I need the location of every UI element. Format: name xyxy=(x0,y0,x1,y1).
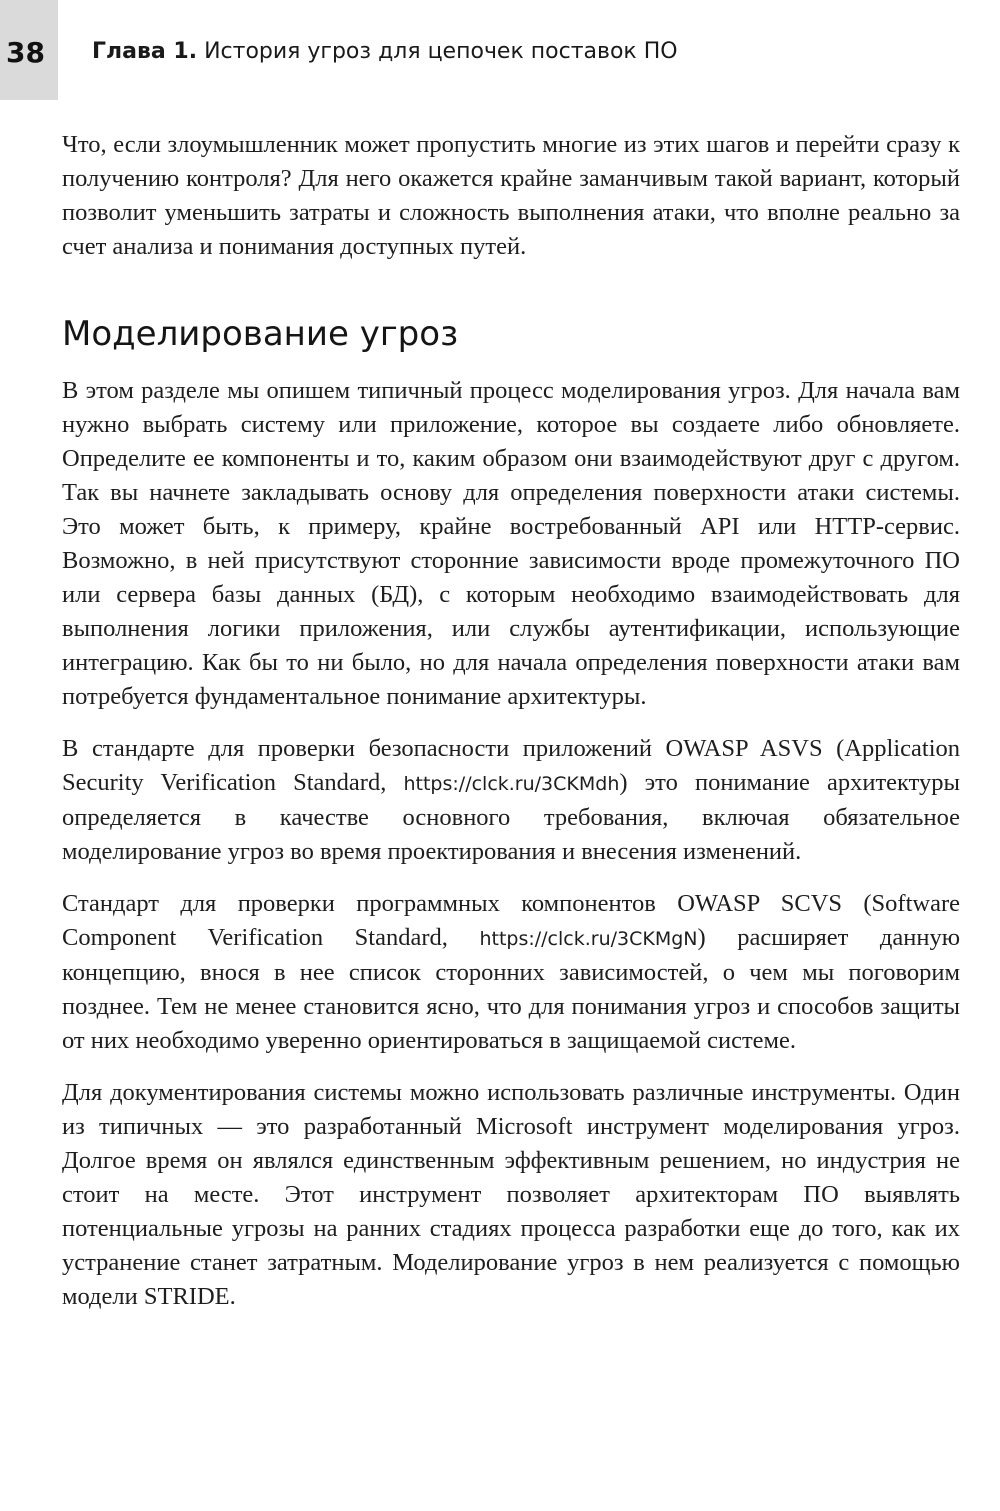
paragraph-text: ) это понимание архитектуры определяется в качестве основного требования, включая обязательное моделирование угроз во время проектирования и внесения изменений. xyxy=(62,769,960,865)
chapter-title: История угроз для цепочек поставок ПО xyxy=(197,39,678,64)
intro-paragraph: Что, если злоумышленник может пропустить многие из этих шагов и перейти сразу к получению контроля? Для него окажется крайне заманчивым такой вариант, который позволит уменьшить затраты и сложность выполнения атаки, что вполне реально за счет анализа и понимания доступных путей. xyxy=(62,131,960,260)
paragraph-owasp-scvs xyxy=(62,887,960,1058)
asvs-link[interactable]: https://clck.ru/3CKMdh xyxy=(403,773,620,795)
page-header xyxy=(0,0,1000,100)
paragraph-documentation-tools: Для документирования системы можно использовать различные инструменты. Один из типичных — это разработанный Microsoft инструмент моделирования угроз. Долгое время он являлся единственным эффективным решением, но индустрия не стоит на месте. Этот инструмент позволяет архитекторам ПО выявлять потенциальные угрозы на ранних стадиях процесса разработки еще до того, как их устранение станет затратным. Моделирование угроз в нем реализуется с помощью модели STRIDE. xyxy=(62,1079,960,1310)
page-number: 38 xyxy=(6,36,45,69)
paragraph-text: ) расширяет данную концепцию, внося в нее список сторонних зависимостей, о чем мы поговорим позднее. Тем не менее становится ясно, что для понимания угроз и способов защиты от них необходимо уверенно ориентироваться в защищаемой системе. xyxy=(62,924,960,1054)
section-title: Моделирование угроз xyxy=(62,314,459,354)
page-body xyxy=(62,128,960,1314)
paragraph-owasp-asvs xyxy=(62,732,960,869)
paragraph-text: Стандарт для проверки программных компонентов OWASP SCVS (Software Component Verification Standard, xyxy=(62,890,960,951)
page-number-tab xyxy=(0,0,58,100)
paragraph-threat-modeling-process: В этом разделе мы опишем типичный процесс моделирования угроз. Для начала вам нужно выбрать систему или приложение, которое вы создаете либо обновляете. Определите ее компоненты и то, каким образом они взаимодействуют друг с другом. Так вы начнете закладывать основу для определения поверхности атаки системы. Это может быть, к примеру, крайне востребованный API или HTTP-сервис. Возможно, в ней присутствуют сторонние зависимости вроде промежуточного ПО или сервера базы данных (БД), с которым необходимо взаимодействовать для выполнения логики приложения, или службы аутентификации, использующие интеграцию. Как бы то ни было, но для начала определения поверхности атаки вам потребуется фундаментальное понимание архитектуры. xyxy=(62,377,960,710)
chapter-label: Глава 1. xyxy=(92,39,198,64)
running-head xyxy=(92,36,678,68)
scvs-link[interactable]: https://clck.ru/3CKMgN xyxy=(479,928,698,950)
paragraph-text: В стандарте для проверки безопасности приложений OWASP ASVS (Application Security Verification Standard, xyxy=(62,735,960,796)
